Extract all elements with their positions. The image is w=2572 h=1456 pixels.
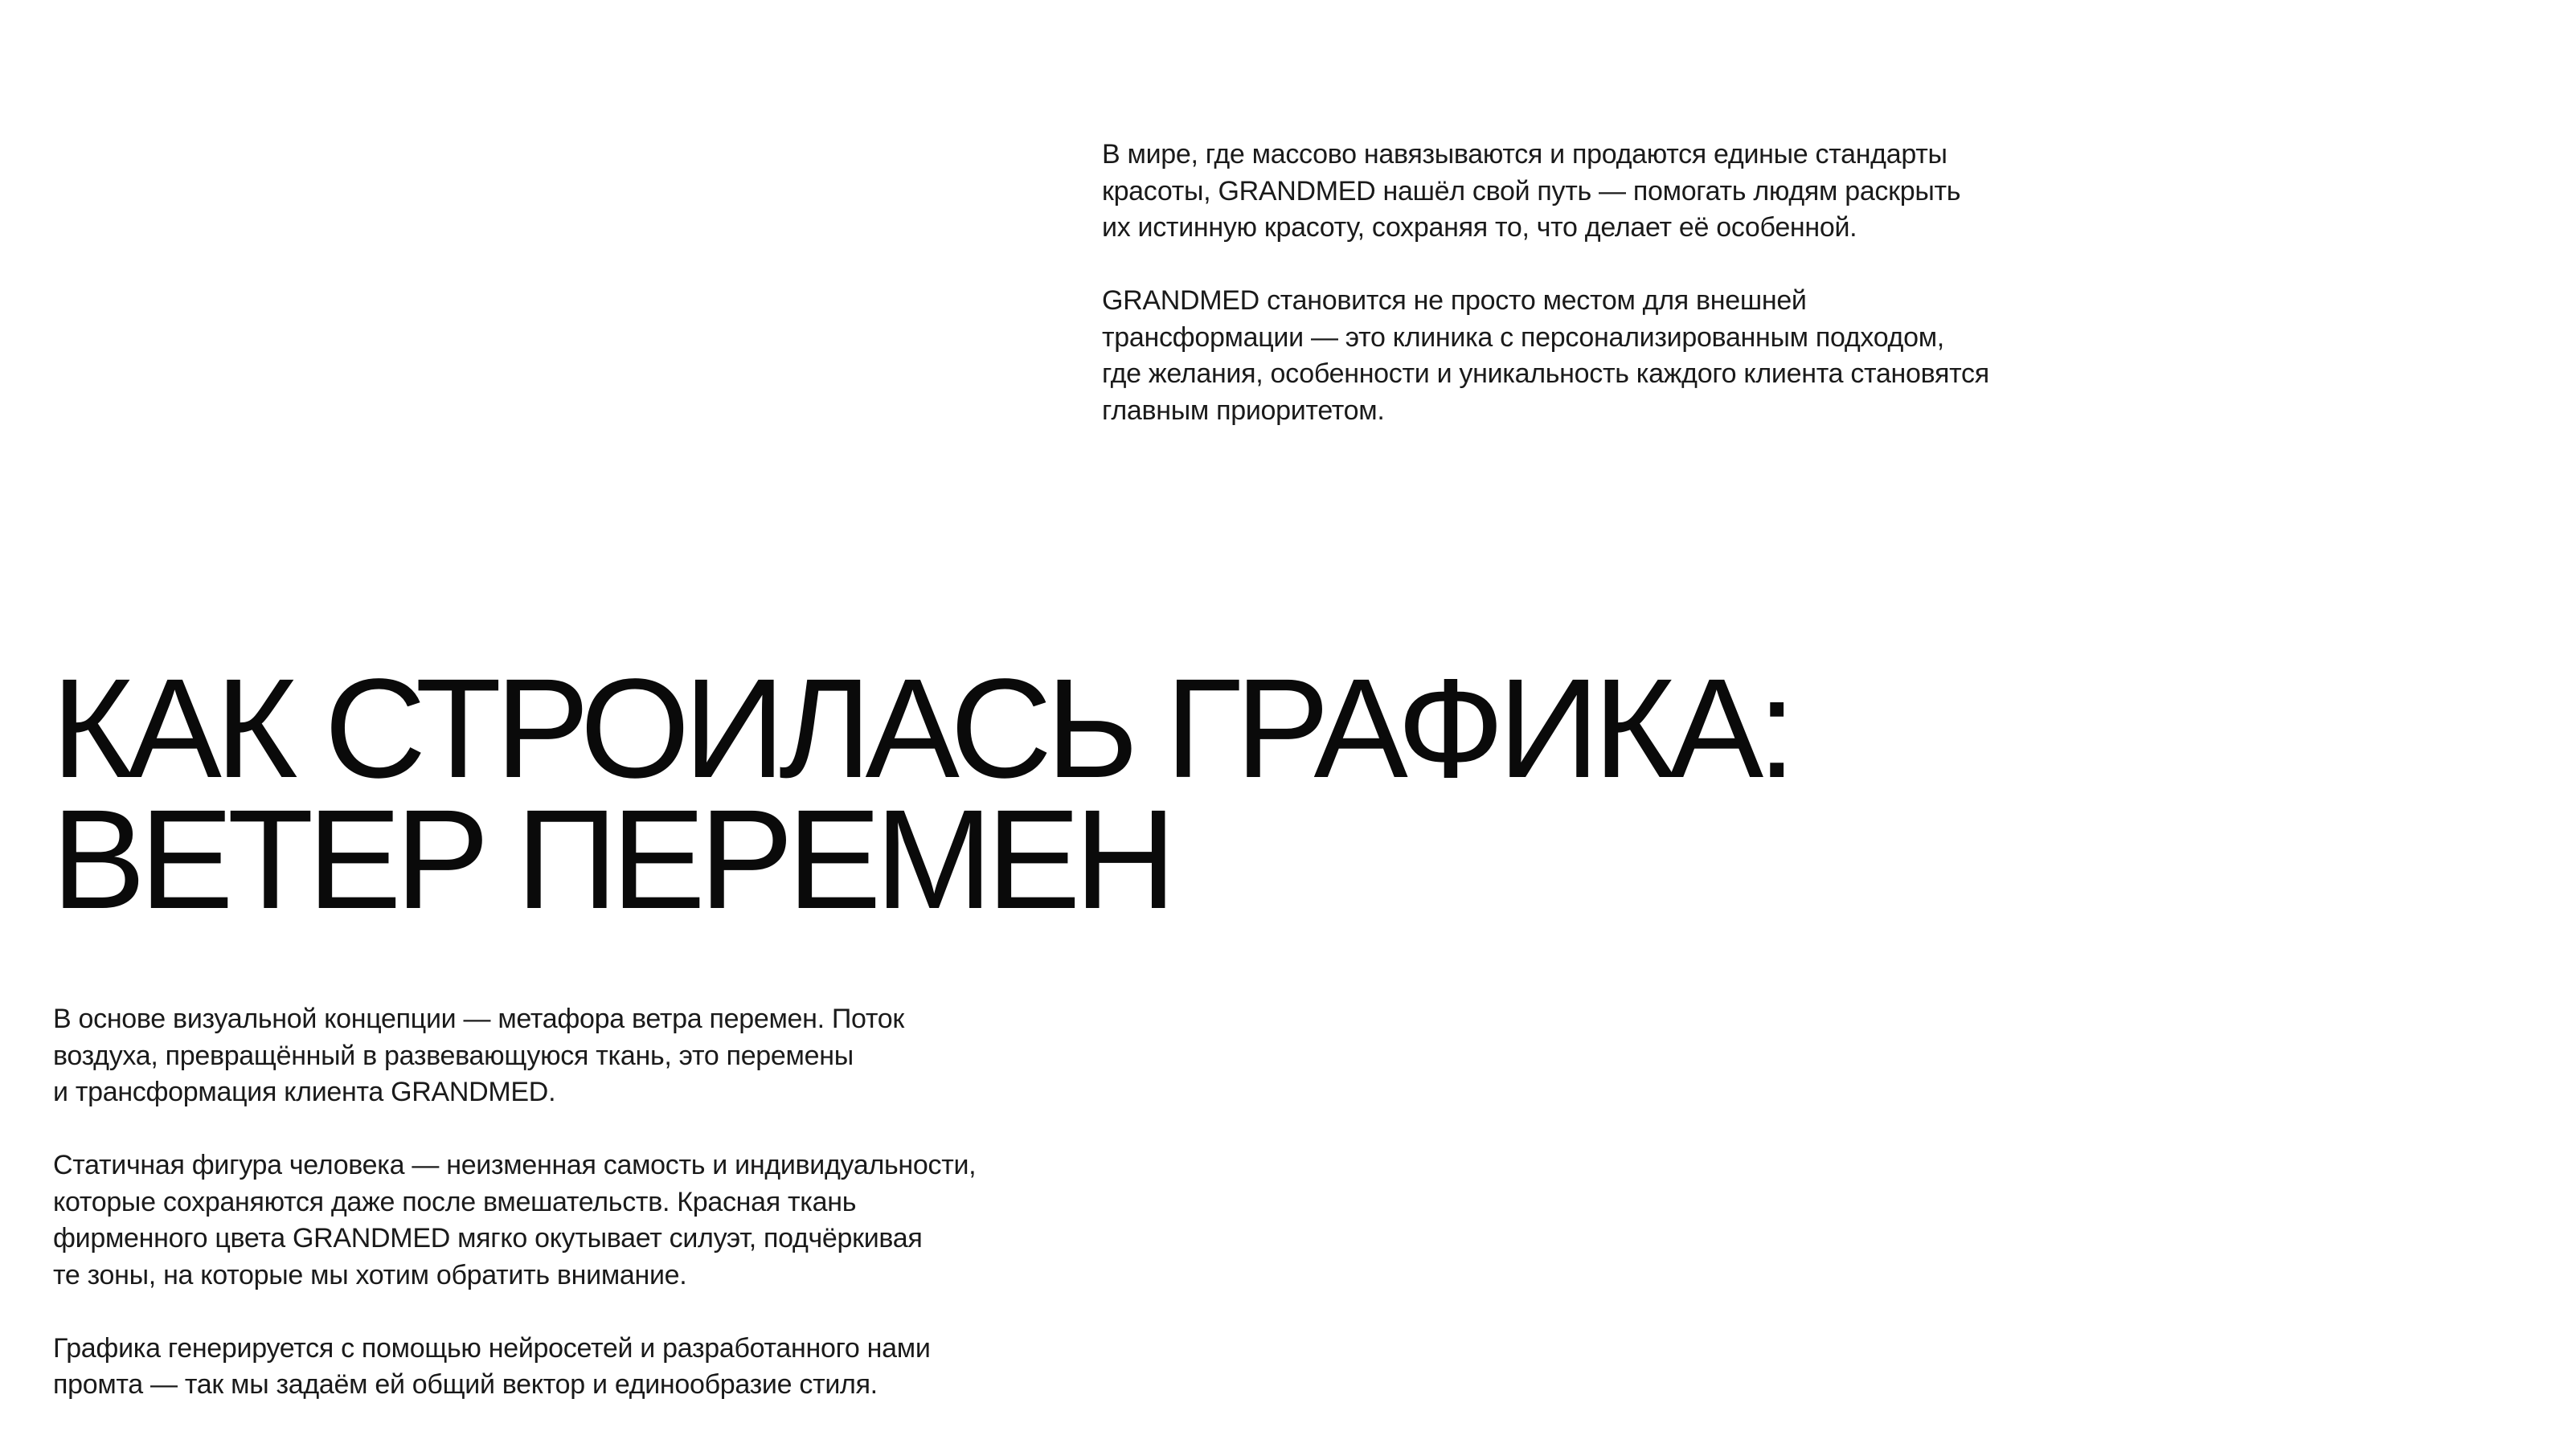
text-line: их истинную красоту, сохраняя то, что делает её особенной.	[1102, 212, 1857, 243]
text-line: фирменного цвета GRANDMED мягко окутывает силуэт, подчёркивая	[53, 1223, 923, 1254]
concept-paragraph-3	[53, 1331, 1098, 1404]
text-line: где желания, особенности и уникальность каждого клиента становятся	[1102, 358, 1989, 389]
text-line: GRANDMED становится не просто местом для внешней	[1102, 285, 1807, 316]
page-headline	[51, 650, 1791, 939]
text-line: Статичная фигура человека — неизменная самость и индивидуальности,	[53, 1150, 977, 1180]
text-line: В основе визуальной концепции — метафора ветра перемен. Поток	[53, 1004, 904, 1034]
text-line: главным приоритетом.	[1102, 395, 1385, 426]
concept-paragraph-1	[53, 1001, 1098, 1111]
intro-paragraph-2	[1102, 283, 2147, 429]
intro-text-block	[1102, 137, 2147, 429]
concept-text-block	[53, 1001, 1098, 1404]
headline-line-2: ВЕТЕР ПЕРЕМЕН	[51, 781, 1170, 939]
text-line: и трансформация клиента GRANDMED.	[53, 1077, 556, 1107]
text-line: которые сохраняются даже после вмешательств. Красная ткань	[53, 1186, 857, 1217]
text-line: трансформации — это клиника с персонализированным подходом,	[1102, 321, 1944, 353]
text-line: В мире, где массово навязываются и продаются единые стандарты	[1102, 139, 1947, 170]
text-line: промта — так мы задаём ей общий вектор и единообразие стиля.	[53, 1369, 878, 1400]
text-line: Графика генерируется с помощью нейросетей и разработанного нами	[53, 1332, 931, 1364]
text-line: те зоны, на которые мы хотим обратить внимание.	[53, 1259, 687, 1290]
concept-paragraph-2	[53, 1147, 1098, 1294]
text-line: красоты, GRANDMED нашёл свой путь — помогать людям раскрыть	[1102, 175, 1961, 207]
text-line: воздуха, превращённый в развевающуюся ткань, это перемены	[53, 1040, 854, 1071]
intro-paragraph-1	[1102, 137, 2147, 247]
headline-line-1: КАК СТРОИЛАСЬ ГРАФИКА:	[51, 650, 1791, 808]
